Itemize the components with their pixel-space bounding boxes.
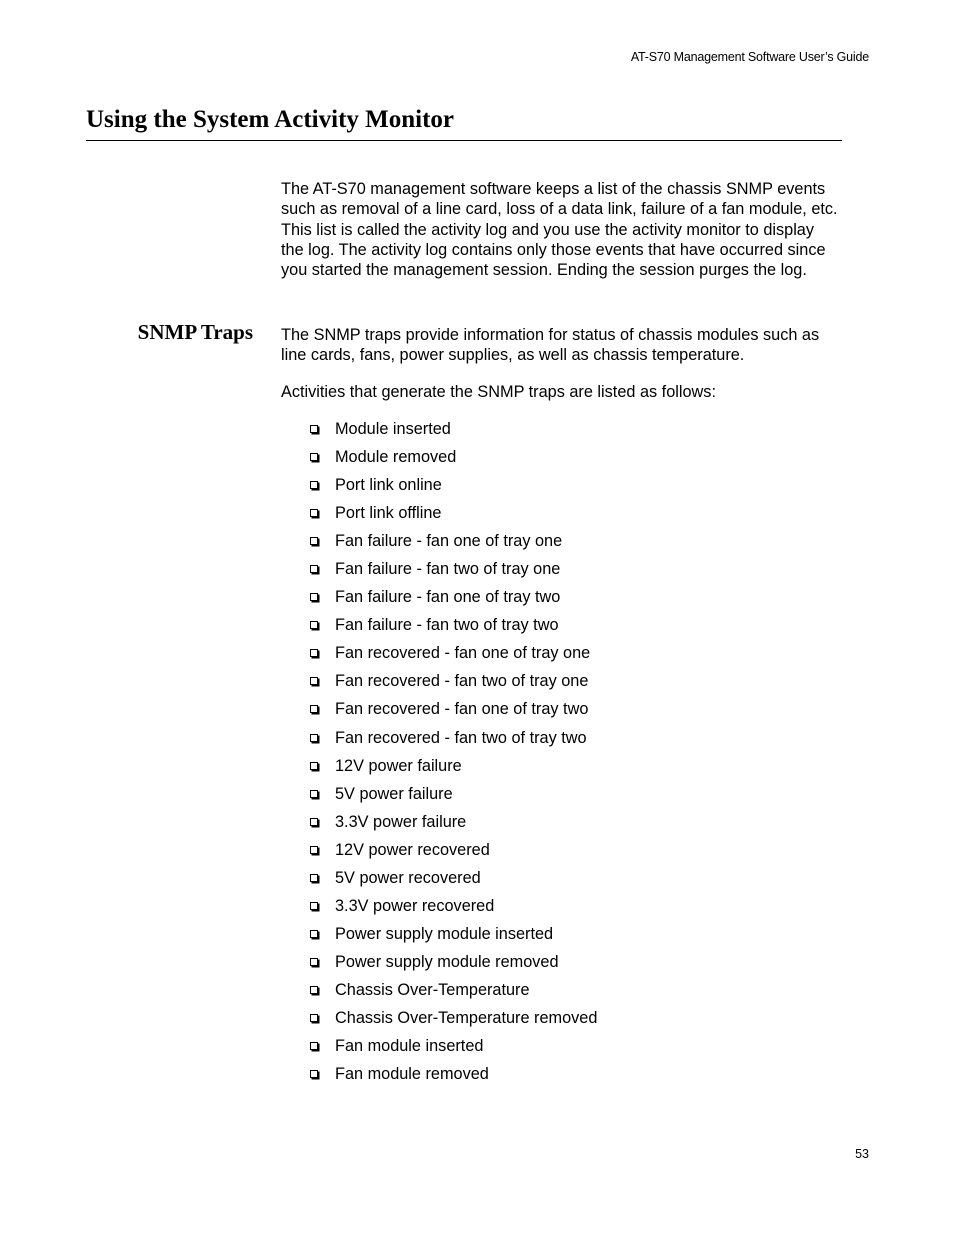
list-item [309, 784, 597, 812]
list-item-label: Fan recovered - fan two of tray one [335, 672, 589, 691]
square-bullet-icon [310, 1042, 318, 1050]
list-item-label: Port link offline [335, 504, 442, 523]
list-item-label: Chassis Over-Temperature removed [335, 1008, 598, 1027]
list-item [309, 671, 597, 699]
list-item-label: 5V power recovered [335, 868, 481, 887]
list-item-label: 5V power failure [335, 784, 453, 803]
list-item [309, 587, 597, 615]
list-item [309, 980, 597, 1008]
square-bullet-icon [310, 509, 318, 517]
list-item [309, 728, 597, 756]
section-title: Using the System Activity Monitor [86, 106, 455, 133]
list-item [309, 952, 597, 980]
title-divider [86, 140, 842, 141]
list-item-label: Fan recovered - fan one of tray two [335, 700, 589, 719]
list-item-label: Fan failure - fan one of tray one [335, 532, 563, 551]
list-item-label: Fan recovered - fan one of tray one [335, 644, 591, 663]
square-bullet-icon [310, 818, 318, 826]
square-bullet-icon [310, 453, 318, 461]
list-item [309, 896, 597, 924]
square-bullet-icon [310, 677, 318, 685]
list-item [309, 840, 597, 868]
list-item [309, 447, 597, 475]
list-item [309, 756, 597, 784]
snmp-trap-list [309, 419, 597, 1092]
snmp-traps-description: The SNMP traps provide information for status of chassis modules such as line cards, fans, power supplies, as well as chassis temperature. [281, 326, 820, 365]
square-bullet-icon [310, 846, 318, 854]
square-bullet-icon [310, 1070, 318, 1078]
intro-paragraph: The AT-S70 management software keeps a list of the chassis SNMP events such as removal of a line card, loss of a data link, failure of a fan module, etc. This list is called the activity log and you use the activity monitor to display the log. The activity log contains only those events that have occurred since you started the management session. Ending the session purges the log. [281, 180, 838, 280]
list-item [309, 1008, 597, 1036]
square-bullet-icon [310, 425, 318, 433]
square-bullet-icon [310, 790, 318, 798]
square-bullet-icon [310, 621, 318, 629]
list-item [309, 699, 597, 727]
snmp-traps-lead-in: Activities that generate the SNMP traps are listed as follows: [281, 383, 716, 401]
list-item-label: 3.3V power failure [335, 812, 467, 831]
list-item [309, 615, 597, 643]
list-item-label: 12V power failure [335, 756, 462, 775]
list-item-label: Fan failure - fan two of tray one [335, 560, 561, 579]
list-item [309, 812, 597, 840]
square-bullet-icon [310, 958, 318, 966]
square-bullet-icon [310, 902, 318, 910]
square-bullet-icon [310, 762, 318, 770]
list-item [309, 643, 597, 671]
list-item-label: Chassis Over-Temperature [335, 980, 530, 999]
list-item-label: Fan failure - fan one of tray two [335, 588, 561, 607]
snmp-traps-heading: SNMP Traps [137, 320, 253, 344]
list-item-label: Module inserted [335, 420, 451, 438]
list-item-label: Port link online [335, 476, 442, 495]
list-item-label: Power supply module removed [335, 952, 559, 971]
list-item [309, 531, 597, 559]
list-item [309, 1064, 597, 1092]
list-item-label: 12V power recovered [335, 840, 490, 859]
square-bullet-icon [310, 481, 318, 489]
list-item-label: Module removed [335, 448, 457, 467]
square-bullet-icon [310, 593, 318, 601]
square-bullet-icon [310, 649, 318, 657]
list-item-label: Fan failure - fan two of tray two [335, 616, 559, 635]
list-item-label: Fan module removed [335, 1065, 489, 1084]
page-number: 53 [855, 1147, 869, 1161]
square-bullet-icon [310, 705, 318, 713]
list-item-label: Fan module inserted [335, 1037, 484, 1056]
square-bullet-icon [310, 537, 318, 545]
list-item [309, 559, 597, 587]
list-item [309, 868, 597, 896]
list-item-label: Power supply module inserted [335, 924, 554, 943]
list-item-label: Fan recovered - fan two of tray two [335, 728, 587, 747]
square-bullet-icon [310, 1014, 318, 1022]
list-item [309, 475, 597, 503]
running-header: AT-S70 Management Software User’s Guide [630, 50, 869, 64]
square-bullet-icon [310, 565, 318, 573]
square-bullet-icon [310, 874, 318, 882]
square-bullet-icon [310, 986, 318, 994]
list-item-label: 3.3V power recovered [335, 896, 495, 915]
square-bullet-icon [310, 930, 318, 938]
square-bullet-icon [310, 734, 318, 742]
list-item [309, 503, 597, 531]
list-item [309, 419, 597, 447]
list-item [309, 1036, 597, 1064]
list-item [309, 924, 597, 952]
